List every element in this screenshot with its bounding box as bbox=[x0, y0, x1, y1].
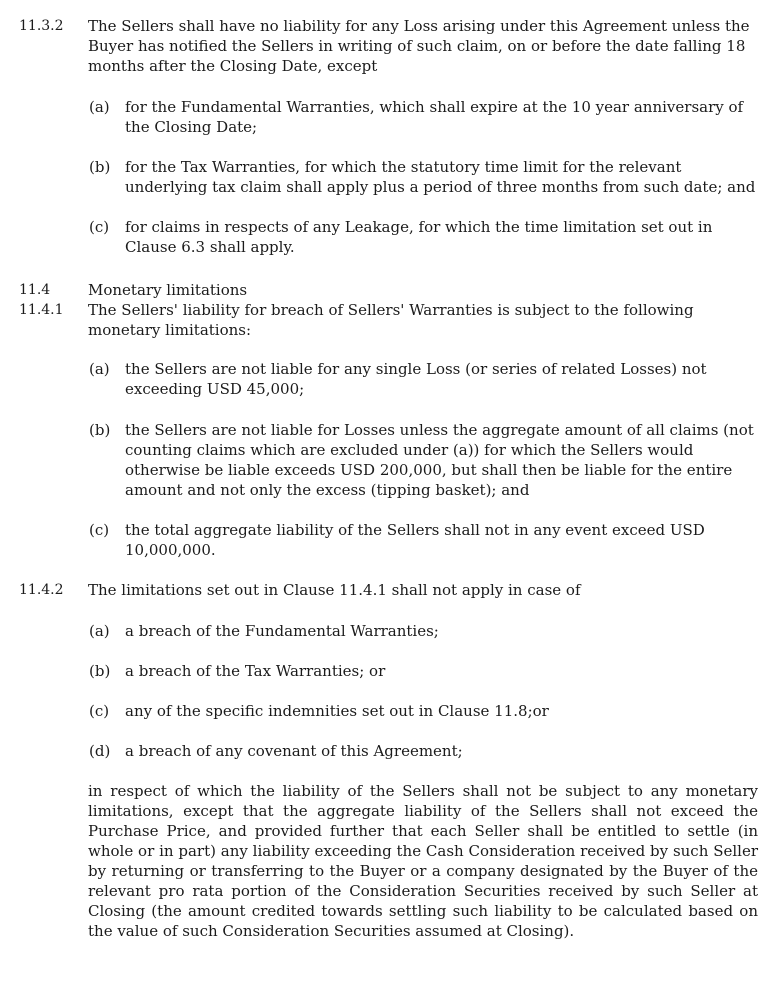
item-label-a: (a) bbox=[89, 622, 110, 640]
item-label-a: (a) bbox=[89, 360, 110, 378]
clause-number-11-4-1: 11.4.1 bbox=[19, 302, 64, 318]
clause-11-3-2-item-c: for claims in respects of any Leakage, for which the time limitation set out in Clause 6.3 shall apply. bbox=[125, 218, 713, 256]
item-label-a: (a) bbox=[89, 98, 110, 116]
clause-11-4-1-item-c: the total aggregate liability of the Sellers shall not in any event exceed USD 10,000,000. bbox=[125, 521, 705, 559]
clause-11-4-2-item-b: a breach of the Tax Warranties; or bbox=[125, 662, 386, 680]
clause-11-4-1-text: The Sellers' liability for breach of Sellers' Warranties is subject to the following monetary limitations: bbox=[88, 301, 694, 339]
clause-number-11-4-2: 11.4.2 bbox=[19, 582, 64, 598]
clause-11-3-2-item-b: for the Tax Warranties, for which the statutory time limit for the relevant underlying tax claim shall apply plus a period of three months from such date; and bbox=[125, 158, 756, 196]
clause-11-4-2-item-a: a breach of the Fundamental Warranties; bbox=[125, 622, 439, 640]
item-label-c: (c) bbox=[89, 218, 110, 236]
clause-11-4-1-item-a: the Sellers are not liable for any single Loss (or series of related Losses) not exceeding USD 45,000; bbox=[125, 360, 707, 398]
clause-11-3-2-text: The Sellers shall have no liability for any Loss arising under this Agreement unless the Buyer has notified the Sellers in writing of such claim, on or before the date falling 18 months after the Closing Date, except bbox=[88, 17, 750, 75]
clause-11-3-2-item-a: for the Fundamental Warranties, which shall expire at the 10 year anniversary of the Closing Date; bbox=[125, 98, 744, 136]
item-label-c: (c) bbox=[89, 702, 110, 720]
clause-11-4-1-item-b: the Sellers are not liable for Losses unless the aggregate amount of all claims (not counting claims which are excluded under (a)) for which the Sellers would otherwise be liable exceeds USD 200,000, but shall then be liable for the entire amount and not only the excess (tipping basket); and bbox=[125, 421, 754, 499]
clause-11-4-2-item-d: a breach of any covenant of this Agreement; bbox=[125, 742, 463, 760]
clause-11-4-heading: Monetary limitations bbox=[88, 281, 248, 299]
clause-number-11-4: 11.4 bbox=[19, 282, 51, 298]
item-label-b: (b) bbox=[89, 421, 111, 439]
clause-number-11-3-2: 11.3.2 bbox=[19, 18, 64, 34]
item-label-b: (b) bbox=[89, 158, 111, 176]
clause-11-4-2-text: The limitations set out in Clause 11.4.1 shall not apply in case of bbox=[88, 581, 581, 599]
item-label-b: (b) bbox=[89, 662, 111, 680]
clause-11-4-2-closing: in respect of which the liability of the Sellers shall not be subject to any monetary limitations, except that the aggregate liability of the Sellers shall not exceed the Purchase Price, and provided further that each Seller shall be entitled to settle (in whole or in part) any liability exceeding the Cash Consideration received by such Seller by returning or transferring to the Buyer or a company designated by the Buyer of the relevant pro rata portion of the Consideration Securities received by such Seller at Closing (the amount credited towards settling such liability to be calculated based on the value of such Consideration Securities assumed at Closing). bbox=[88, 782, 758, 940]
item-label-d: (d) bbox=[89, 742, 111, 760]
item-label-c: (c) bbox=[89, 521, 110, 539]
clause-11-4-2-item-c: any of the specific indemnities set out in Clause 11.8;or bbox=[125, 702, 549, 720]
